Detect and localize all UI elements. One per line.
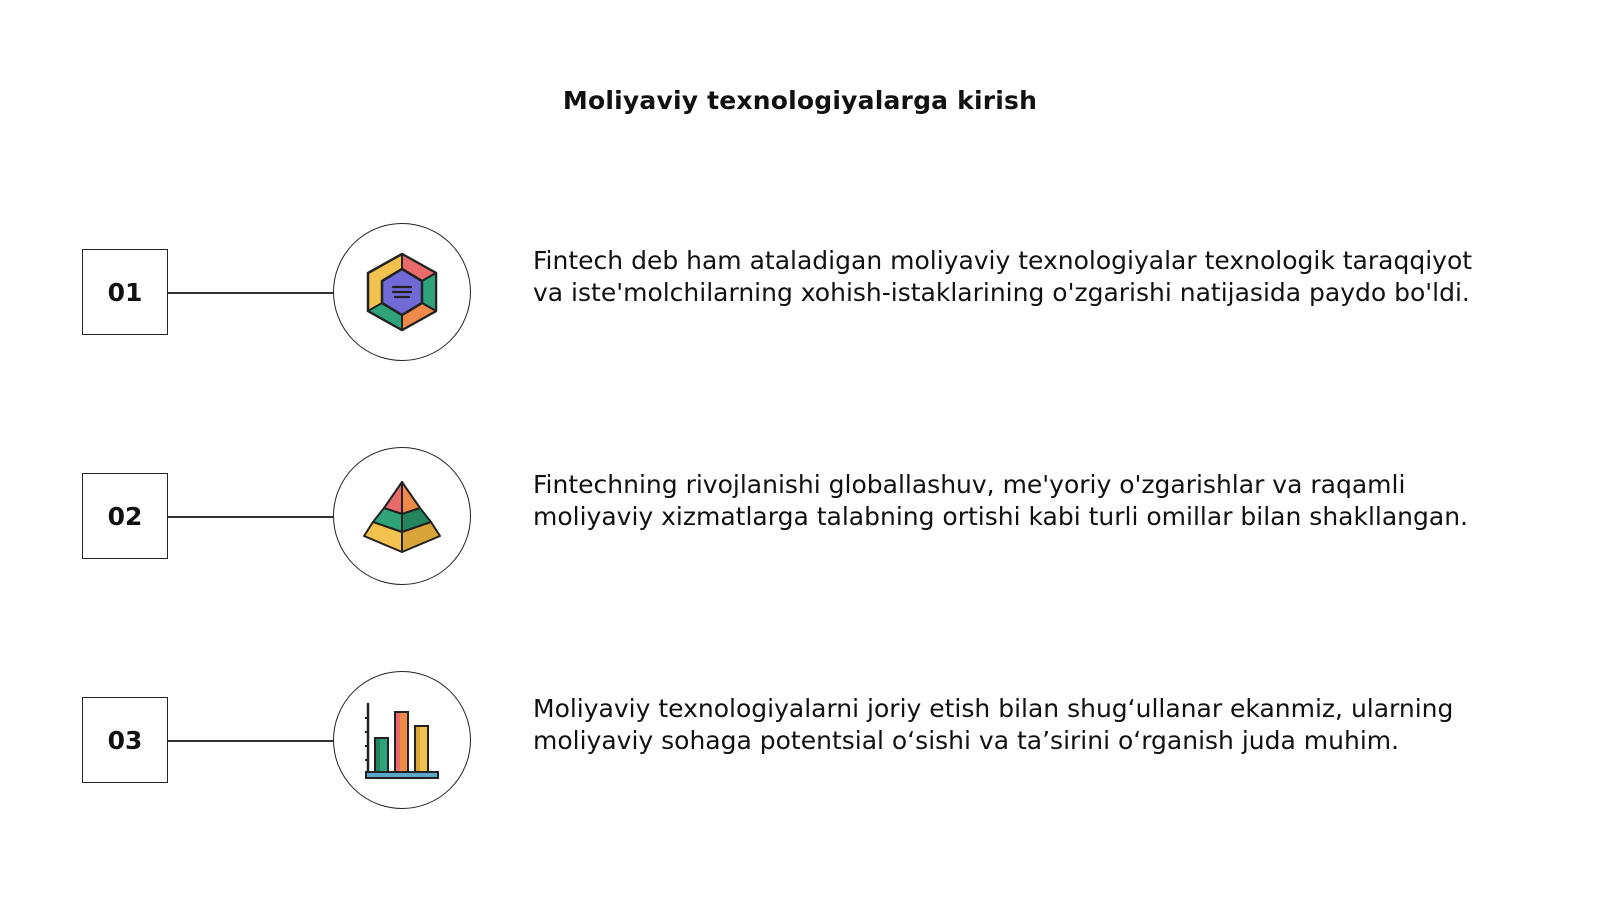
- slide-title: Moliyaviy texnologiyalarga kirish: [562, 86, 1038, 115]
- list-item: [0, 671, 1600, 811]
- item-number: 02: [107, 501, 143, 531]
- item-number: 03: [107, 725, 143, 755]
- item-number-box: [82, 249, 168, 335]
- hexagon-document-icon: [360, 250, 444, 334]
- connector-line: [168, 516, 333, 518]
- item-number-box: [82, 697, 168, 783]
- list-item: [0, 223, 1600, 363]
- item-number: 01: [107, 277, 143, 307]
- item-number-box: [82, 473, 168, 559]
- item-description: Moliyaviy texnologiyalarni joriy etish bilan shug‘ullanar ekanmiz, ularning moliyaviy sohaga potentsial o‘sishi va ta’sirini o‘rganish juda muhim.: [533, 694, 1454, 755]
- icon-circle: [333, 447, 471, 585]
- list-item: [0, 447, 1600, 587]
- pyramid-icon: [360, 474, 444, 558]
- icon-circle: [333, 671, 471, 809]
- item-description: Fintech deb ham ataladigan moliyaviy texnologiyalar texnologik taraqqiyot va iste'molchilarning xohish-istaklarining o'zgarishi natijasida paydo bo'ldi.: [533, 246, 1473, 307]
- connector-line: [168, 292, 333, 294]
- connector-line: [168, 740, 333, 742]
- bar-chart-icon: [360, 698, 444, 782]
- icon-circle: [333, 223, 471, 361]
- item-description: Fintechning rivojlanishi globallashuv, me'yoriy o'zgarishlar va raqamli moliyaviy xizmatlarga talabning ortishi kabi turli omillar bilan shakllangan.: [533, 470, 1468, 531]
